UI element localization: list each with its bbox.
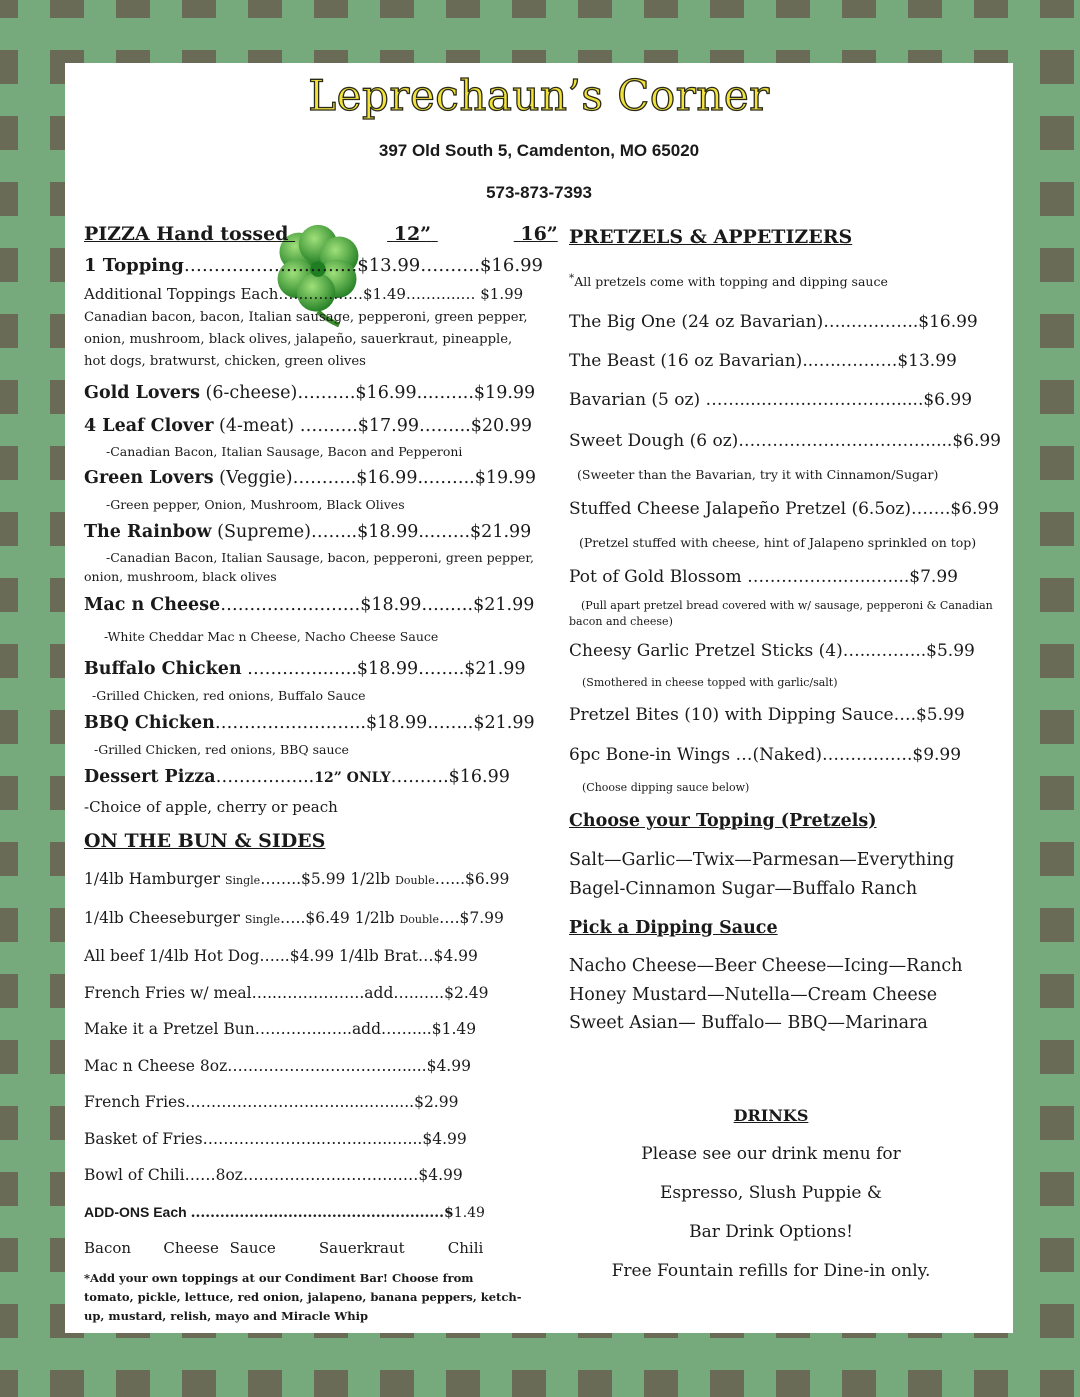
price: $4.99 bbox=[433, 947, 478, 965]
item-name: Make it a Pretzel Bun bbox=[84, 1020, 255, 1038]
price-16: $21.99 bbox=[464, 659, 526, 679]
item-name: Buffalo Chicken bbox=[84, 659, 242, 679]
item-name: French Fries w/ meal bbox=[84, 983, 252, 1002]
asterisk: * bbox=[569, 272, 575, 284]
item-name: Mac n Cheese 8oz bbox=[84, 1056, 228, 1075]
item-name: The Beast (16 oz Bavarian) bbox=[569, 351, 803, 371]
price: 1.49 bbox=[453, 1204, 485, 1221]
price: $4.99 bbox=[426, 1056, 471, 1075]
item-name: BBQ Chicken bbox=[84, 713, 215, 733]
price: $6.99 bbox=[950, 499, 1000, 519]
pretzel-item bbox=[569, 630, 999, 672]
item-name: 1/4lb Hamburger bbox=[84, 870, 221, 888]
dessert-pizza bbox=[84, 761, 534, 821]
specialty-pizza bbox=[84, 516, 534, 589]
item-name: Mac n Cheese bbox=[84, 595, 221, 615]
leader-dots: ..…….. bbox=[417, 468, 475, 488]
item-note: -Canadian Bacon, Italian Sausage, bacon, pepperoni, green pepper, onion, mushroom, black olives bbox=[84, 550, 534, 584]
toppings-heading: Choose your Topping (Pretzels) bbox=[569, 811, 877, 831]
leader-dots: …. bbox=[439, 908, 460, 927]
addon-item: Bacon bbox=[84, 1238, 132, 1257]
leader-dots: …..….…….. bbox=[823, 312, 919, 332]
item-name: Gold Lovers bbox=[84, 383, 200, 403]
leader-dots: …… bbox=[184, 1166, 216, 1184]
pretzel-item bbox=[569, 736, 999, 774]
item-name: Additional Toppings Each bbox=[84, 285, 279, 303]
specialty-pizza bbox=[84, 589, 534, 653]
leader-dots: …………..….. bbox=[247, 659, 357, 679]
pretzel-item bbox=[569, 381, 999, 420]
price-16: $16.99 bbox=[479, 255, 543, 276]
price-12: $18.99 bbox=[360, 595, 422, 615]
price: $13.99 bbox=[897, 351, 957, 371]
leader-dots: ….. bbox=[280, 908, 306, 927]
price-16: $21.99 bbox=[473, 595, 535, 615]
menu-item-mac-cheese bbox=[84, 1048, 534, 1085]
item-name: 1/2lb bbox=[345, 870, 396, 888]
menu-item-french-fries bbox=[84, 1084, 534, 1121]
pretzel-item bbox=[569, 694, 999, 736]
leader-dots: ………. bbox=[390, 767, 449, 787]
item-note: -Grilled Chicken, red onions, BBQ sauce bbox=[94, 742, 349, 757]
drinks-line: Espresso, Slush Puppie & bbox=[660, 1183, 882, 1203]
sauces-line: Sweet Asian— Buffalo— BBQ—Marinara bbox=[569, 1013, 928, 1033]
item-name: Basket of Fries bbox=[84, 1129, 203, 1148]
addons-line bbox=[84, 1194, 534, 1231]
add-label: add bbox=[351, 1020, 382, 1038]
leader-dots: ……………..…..….... bbox=[747, 567, 910, 587]
leader-dots: …..…………….. bbox=[251, 983, 365, 1002]
size-label: Single bbox=[244, 912, 281, 926]
leader-dots: …………………..……..…...…... bbox=[202, 1129, 423, 1148]
leader-dots: …..….. bbox=[393, 983, 445, 1002]
item-name: French Fries bbox=[84, 1093, 186, 1111]
item-note: -Choice of apple, cherry or peach bbox=[84, 798, 338, 816]
price-16: $19.99 bbox=[473, 383, 536, 403]
leader-dots: … bbox=[418, 947, 434, 965]
specialty-pizza bbox=[84, 707, 534, 761]
leader-dots: ……….. bbox=[292, 468, 357, 488]
leader-dots: …. bbox=[893, 705, 916, 725]
price-16: $19.99 bbox=[474, 468, 536, 488]
item-name: The Rainbow bbox=[84, 522, 212, 542]
item-name: Dessert Pizza bbox=[84, 767, 216, 787]
item-qualifier: (4-meat) bbox=[213, 416, 300, 436]
add-label: add bbox=[364, 983, 394, 1002]
price: $5.99 bbox=[301, 870, 346, 888]
leader-dots: ……………………..….......…...... bbox=[185, 1093, 415, 1111]
size-12-label: 12” bbox=[393, 223, 432, 245]
menu-item-pretzel-bun bbox=[84, 1011, 534, 1048]
price: $4.99 bbox=[289, 947, 335, 965]
price: $7.99 bbox=[459, 908, 504, 927]
item-note: (Choose dipping sauce below) bbox=[582, 781, 750, 794]
leader-dots: …..…. bbox=[421, 595, 474, 615]
item-note: (Smothered in cheese topped with garlic/salt) bbox=[582, 676, 838, 689]
price: $16.99 bbox=[448, 767, 510, 787]
price-16: $21.99 bbox=[470, 522, 532, 542]
sauces-line: Nacho Cheese—Beer Cheese—Icing—Ranch bbox=[569, 956, 963, 976]
toppings-line: Salt—Garlic—Twix—Parmesan—Everything bbox=[569, 850, 955, 870]
note-text: All pretzels come with topping and dipping sauce bbox=[574, 274, 888, 290]
price: $1.49 bbox=[431, 1020, 477, 1038]
specialty-line bbox=[84, 462, 534, 494]
address: 397 Old South 5, Camdenton, MO 65020 bbox=[378, 141, 700, 160]
dessert-line bbox=[84, 761, 534, 794]
menu-item-cheeseburger bbox=[84, 900, 534, 939]
drinks-heading: DRINKS bbox=[733, 1106, 809, 1125]
price-16: $20.99 bbox=[470, 416, 532, 436]
leader-dots: …….. bbox=[418, 659, 465, 679]
drinks-section bbox=[569, 1097, 973, 1291]
leader-dots: …….. bbox=[427, 713, 474, 733]
price-12: $18.99 bbox=[356, 659, 419, 679]
menu-item-chili bbox=[84, 1157, 534, 1194]
menu-item-1-topping bbox=[84, 251, 543, 281]
leader-dots: .................................................... bbox=[190, 1204, 445, 1221]
specialty-line bbox=[84, 377, 534, 410]
condiment-note: *Add your own toppings at our Condiment Bar! Choose from tomato, pickle, lettuce, red onion, jalapeno, banana peppers, ketch-up, mustard, relish, mayo and Miracle Whip bbox=[84, 1270, 522, 1323]
item-name: Pot of Gold Blossom bbox=[569, 567, 748, 587]
drinks-line: Bar Drink Options! bbox=[689, 1222, 853, 1242]
size-label: Single bbox=[224, 874, 261, 887]
price-12: $1.49 bbox=[362, 285, 406, 303]
item-note: (Pretzel stuffed with cheese, hint of Jalapeno sprinkled on top) bbox=[579, 535, 977, 550]
leader-dots: ……. bbox=[910, 499, 951, 519]
pretzels-heading: PRETZELS & APPETIZERS bbox=[569, 226, 853, 248]
specialty-line bbox=[84, 516, 534, 548]
specialty-line bbox=[84, 653, 534, 685]
item-qualifier: (Supreme) bbox=[211, 522, 311, 542]
item-name: 1/2lb bbox=[349, 908, 400, 927]
sauces-heading: Pick a Dipping Sauce bbox=[569, 918, 778, 938]
menu-sheet bbox=[65, 63, 1013, 1333]
pretzel-item bbox=[569, 342, 999, 381]
item-note: -Green pepper, Onion, Mushroom, Black Olives bbox=[106, 497, 405, 512]
toppings-list: Canadian bacon, bacon, Italian sausage, pepperoni, green pepper, onion, mushroom, black olives, jalapeño, sauerkraut, pineapple, hot dogs, bratwurst, chicken, green olives bbox=[84, 310, 528, 369]
item-name: Stuffed Cheese Jalapeño Pretzel (6.5oz) bbox=[569, 499, 911, 519]
leader-dots: …………………… bbox=[220, 595, 361, 615]
price-12: $16.99 bbox=[355, 383, 417, 403]
price: $6.99 bbox=[923, 390, 973, 410]
item-name: Bowl of Chili bbox=[84, 1166, 185, 1184]
item-name: Green Lovers bbox=[84, 468, 214, 488]
menu-item-additional-toppings bbox=[84, 281, 534, 307]
leader-dots: ..……. bbox=[418, 522, 471, 542]
price-12: $18.99 bbox=[357, 522, 419, 542]
price-12: $13.99 bbox=[357, 255, 421, 276]
drinks-line: Please see our drink menu for bbox=[641, 1144, 901, 1164]
price-12: $18.99 bbox=[366, 713, 428, 733]
leader-dots: …………..… bbox=[278, 285, 363, 303]
menu-item-hamburger bbox=[84, 861, 534, 900]
price: $2.99 bbox=[414, 1093, 459, 1111]
leader-dots: ………. bbox=[420, 255, 480, 276]
item-name: Pretzel Bites (10) with Dipping Sauce bbox=[569, 705, 894, 725]
leader-dots: ……... bbox=[419, 416, 471, 436]
leader-dots: …... bbox=[434, 870, 465, 888]
specialty-pizza bbox=[84, 462, 534, 516]
pretzel-item bbox=[569, 556, 999, 598]
item-name: 4 Leaf Clover bbox=[84, 416, 214, 436]
specialty-line bbox=[84, 707, 534, 739]
item-qualifier: (Veggie) bbox=[213, 468, 293, 488]
price: $5.99 bbox=[915, 705, 965, 725]
item-note: -Grilled Chicken, red onions, Buffalo Sauce bbox=[92, 688, 366, 703]
item-note: -White Cheddar Mac n Cheese, Nacho Cheese Sauce bbox=[104, 629, 439, 644]
leader-dots: ..…….. bbox=[416, 383, 474, 403]
leader-dots: ..…..………. bbox=[802, 351, 898, 371]
price: $6.49 bbox=[305, 908, 350, 927]
price: $4.99 bbox=[422, 1129, 467, 1148]
leader-dots: ……………….…………… bbox=[242, 1166, 419, 1184]
price: $4.99 bbox=[418, 1166, 463, 1184]
price: $6.99 bbox=[952, 431, 1001, 451]
price: $9.99 bbox=[912, 745, 962, 765]
specialty-line bbox=[84, 589, 534, 621]
pretzel-item bbox=[569, 303, 999, 342]
leader-dots: ………. bbox=[299, 416, 358, 436]
price-12: $17.99 bbox=[357, 416, 420, 436]
pretzel-item bbox=[569, 488, 999, 530]
leader-dots: …….....…….……………...... bbox=[705, 390, 924, 410]
leader-dots: …………….. bbox=[215, 767, 315, 787]
addon-items bbox=[84, 1231, 534, 1265]
item-name: 1 Topping bbox=[84, 255, 184, 276]
item-name: All beef 1/4lb Hot Dog bbox=[84, 947, 260, 965]
price: $5.99 bbox=[926, 641, 975, 661]
leader-dots: …….... bbox=[381, 1020, 432, 1038]
toppings-line: Bagel-Cinnamon Sugar—Buffalo Ranch bbox=[569, 879, 918, 899]
leader-dots: ……………………………..... bbox=[738, 431, 953, 451]
price-16: $1.99 bbox=[480, 285, 524, 303]
item-note: (Pull apart pretzel bread covered with w/ sausage, pepperoni & Canadian bacon and cheese) bbox=[569, 599, 993, 628]
pizza-heading-text: PIZZA Hand tossed bbox=[84, 223, 289, 245]
leader-dots: …….. bbox=[260, 870, 302, 888]
menu-item-fries-meal bbox=[84, 975, 534, 1012]
price: $2.49 bbox=[444, 983, 489, 1002]
menu-item-basket-fries bbox=[84, 1121, 534, 1158]
bun-sides-heading: ON THE BUN & SIDES bbox=[84, 830, 326, 852]
menu-item-hotdog bbox=[84, 938, 534, 975]
pretzels-note bbox=[569, 263, 999, 303]
restaurant-title: Leprechaun’s Corner bbox=[308, 71, 770, 120]
price: $16.99 bbox=[918, 312, 978, 332]
size-16-label: 16” bbox=[520, 223, 558, 245]
pizza-heading bbox=[84, 223, 558, 251]
item-name: 1/4lb Cheeseburger bbox=[84, 908, 240, 927]
specialty-line bbox=[84, 410, 534, 442]
leader-dots: …... bbox=[259, 947, 290, 965]
leader-dots: …...……... bbox=[842, 641, 927, 661]
item-qualifier: (6-cheese) bbox=[199, 383, 298, 403]
item-name: 6pc Bone-in Wings …(Naked) bbox=[569, 745, 822, 765]
drinks-line: Free Fountain refills for Dine-in only. bbox=[611, 1261, 931, 1281]
leader-dots: …………..….. bbox=[254, 1020, 352, 1038]
leader-dots: ………………..…..………..... bbox=[227, 1056, 427, 1075]
item-name: The Big One (24 oz Bavarian) bbox=[569, 312, 824, 332]
specialty-pizza bbox=[84, 653, 534, 707]
addon-item: Chili bbox=[447, 1238, 484, 1257]
specialty-pizza bbox=[84, 377, 534, 410]
dollar-sign: $ bbox=[444, 1204, 454, 1221]
addons-label: ADD-ONS Each bbox=[84, 1203, 191, 1220]
bun-list bbox=[84, 861, 534, 1326]
item-note: -Canadian Bacon, Italian Sausage, Bacon and Pepperoni bbox=[106, 444, 463, 459]
pretzel-item bbox=[569, 420, 999, 462]
leader-dots: ……………………….. bbox=[183, 255, 358, 276]
leader-dots: …………………….. bbox=[214, 713, 366, 733]
addon-item: Sauerkraut bbox=[318, 1238, 405, 1257]
left-column bbox=[84, 223, 558, 1326]
size-only-label: 12” ONLY bbox=[314, 770, 391, 786]
leader-dots: …….. bbox=[310, 522, 358, 542]
leader-dots: ………..… bbox=[405, 285, 481, 303]
size-label: Double bbox=[399, 912, 440, 926]
item-name: 1/4lb Brat bbox=[334, 947, 419, 965]
price: $6.99 bbox=[465, 870, 510, 888]
right-column bbox=[569, 223, 999, 1291]
item-name: Sweet Dough (6 oz) bbox=[569, 431, 739, 451]
price: $7.99 bbox=[909, 567, 958, 587]
item-note: (Sweeter than the Bavarian, try it with Cinnamon/Sugar) bbox=[577, 467, 939, 482]
specialty-pizza bbox=[84, 410, 534, 462]
leader-dots: ………. bbox=[297, 383, 356, 403]
size-label: Double bbox=[395, 874, 435, 887]
sauces-line: Honey Mustard—Nutella—Cream Cheese bbox=[569, 985, 938, 1005]
price-12: $16.99 bbox=[356, 468, 418, 488]
price-16: $21.99 bbox=[473, 713, 535, 733]
addon-item: Cheese Sauce bbox=[163, 1238, 276, 1257]
leader-dots: ……………. bbox=[821, 745, 913, 765]
item-name: Cheesy Garlic Pretzel Sticks (4) bbox=[569, 641, 843, 661]
size-label: 8oz bbox=[215, 1166, 243, 1184]
item-name: Bavarian (5 oz) bbox=[569, 390, 706, 410]
phone-number: 573-873-7393 bbox=[486, 183, 592, 202]
